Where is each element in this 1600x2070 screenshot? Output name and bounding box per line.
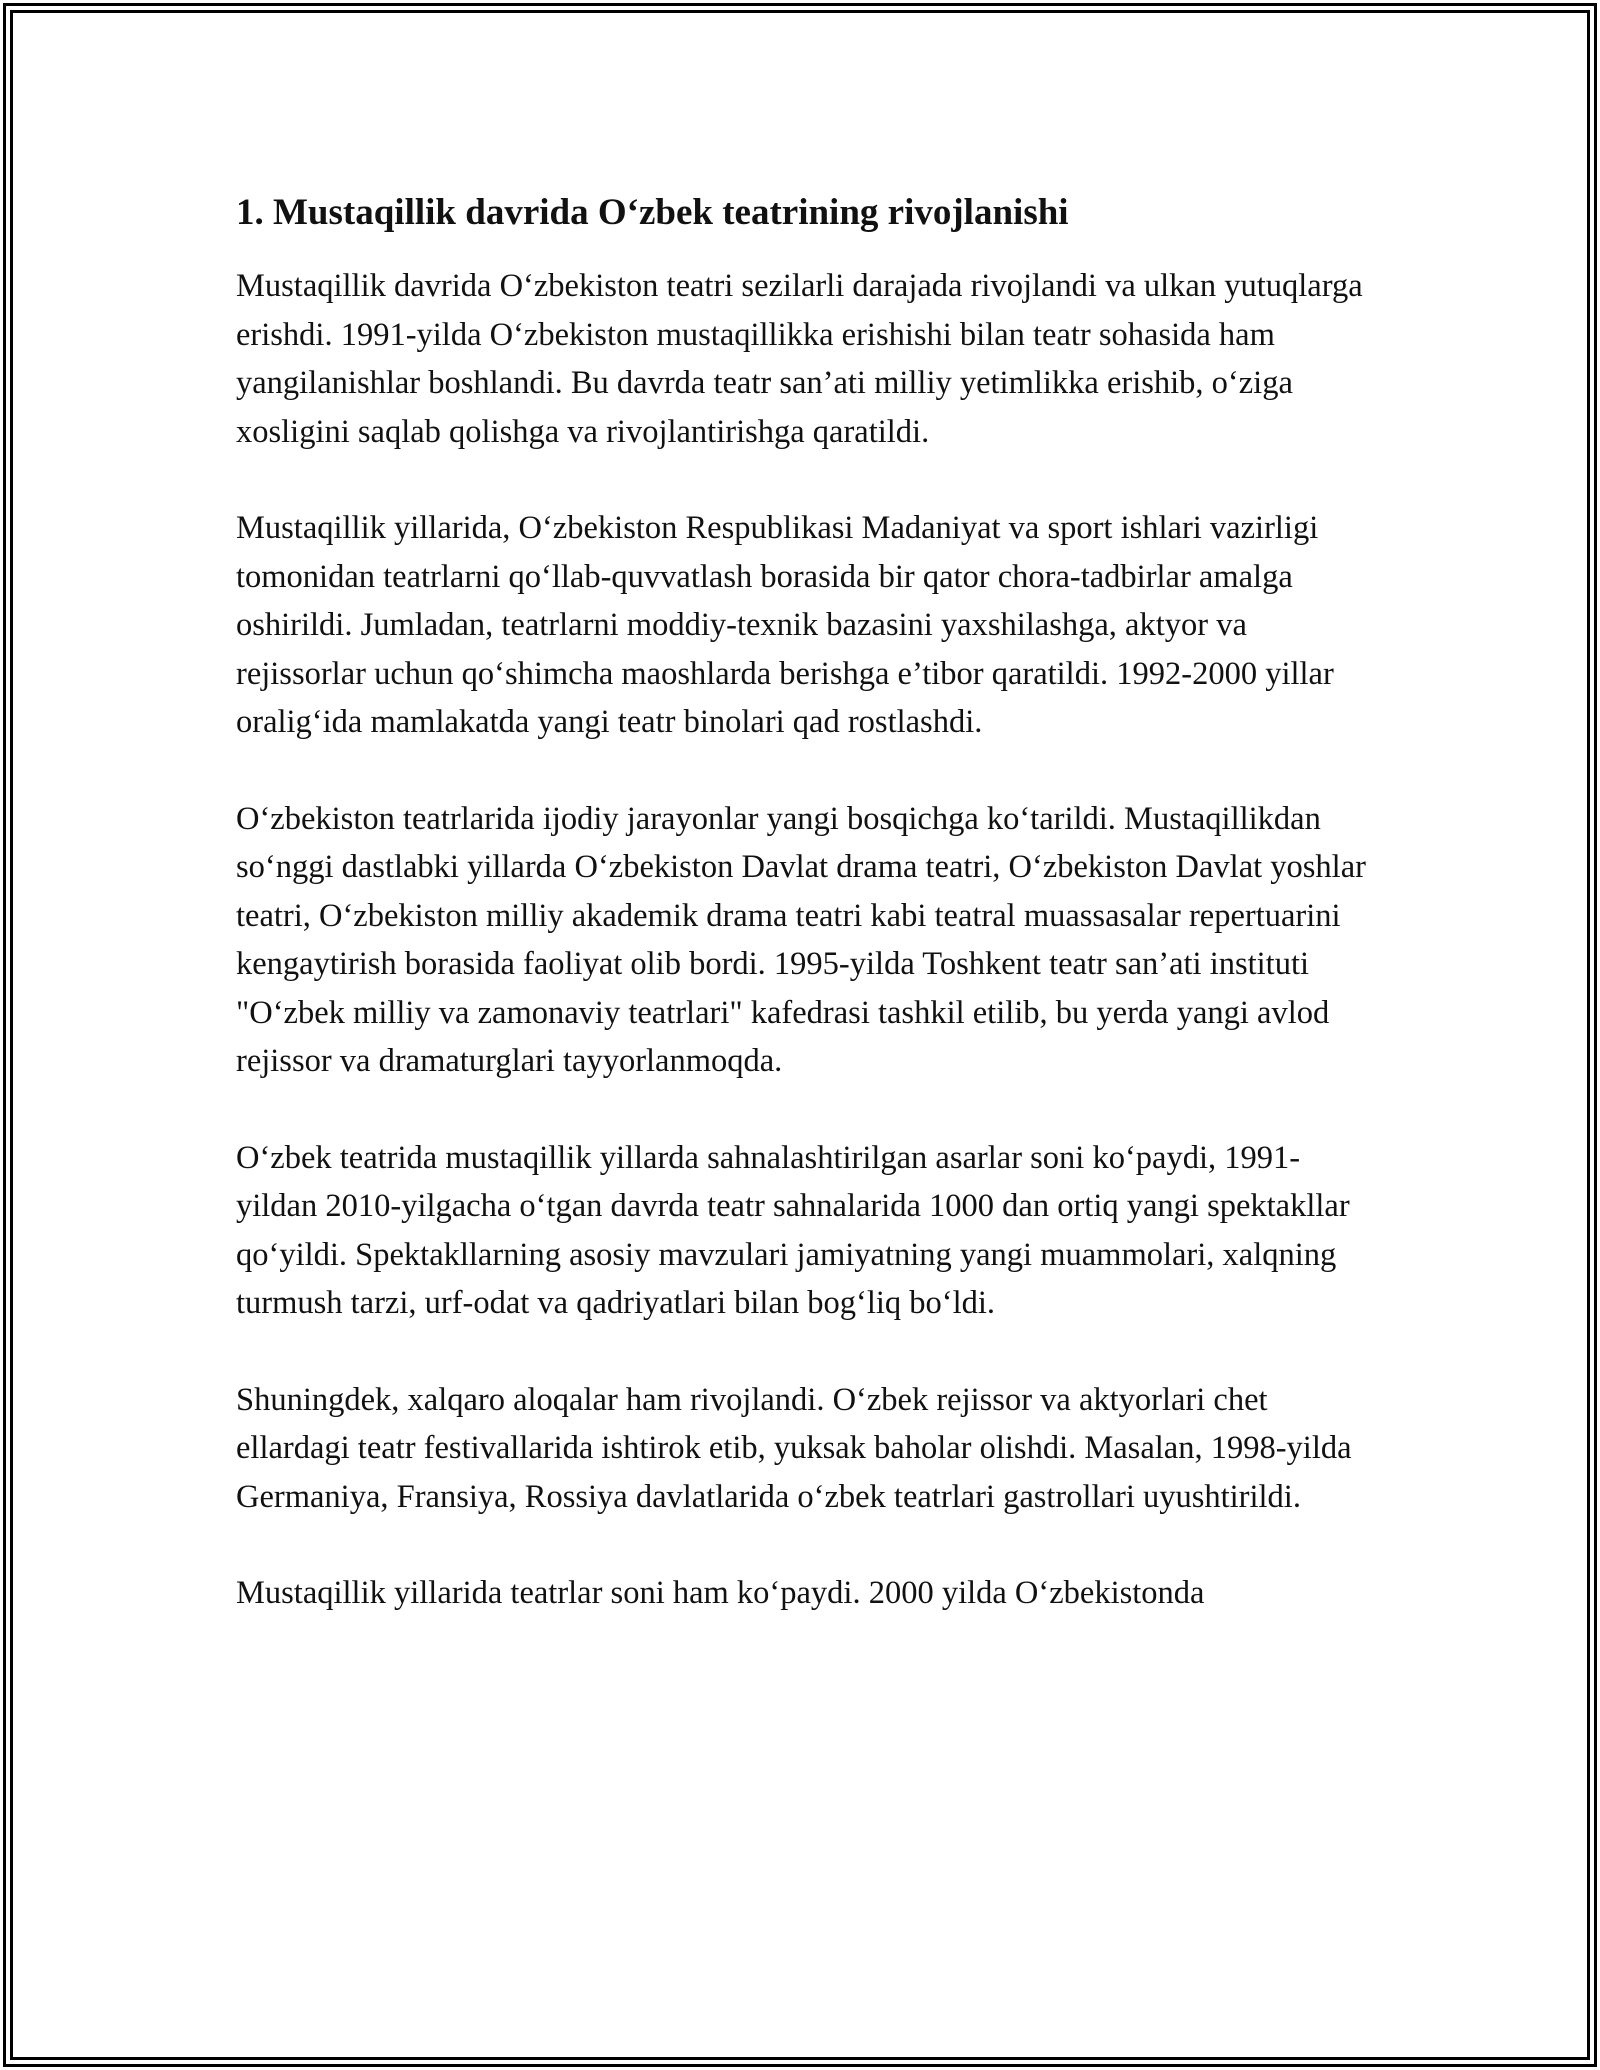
paragraph-6: Mustaqillik yillarida teatrlar soni ham ko‘paydi. 2000 yilda O‘zbekistonda <box>236 1575 1205 1611</box>
paragraph-3: O‘zbekiston teatrlarida ijodiy jarayonlar yangi bosqichga ko‘tarildi. Mustaqillikdan so‘nggi dastlabki yillarda O‘zbekiston Davlat drama teatri, O‘zbekiston Davlat yoshlar teatri, O‘zbekiston milliy akademik drama teatri kabi teatral muassasalar repertuarini kengaytirish borasida faoliyat olib bordi. 1995-yilda Toshkent teatr san’ati instituti "O‘zbek milliy va zamonaviy teatrlari" kafedrasi tashkil etilib, bu yerda yangi avlod rejissor va dramaturglari tayyorlanmoqda. <box>236 800 1366 1079</box>
paragraph-5: Shuningdek, xalqaro aloqalar ham rivojlandi. O‘zbek rejissor va aktyorlari chet ellardagi teatr festivallarida ishtirok etib, yuksak baholar olishdi. Masalan, 1998-yilda Germaniya, Fransiya, Rossiya davlatlarida o‘zbek teatrlari gastrollari uyushtirildi. <box>236 1381 1352 1515</box>
paragraph-4: O‘zbek teatrida mustaqillik yillarda sahnalashtirilgan asarlar soni ko‘paydi, 1991-yildan 2010-yilgacha o‘tgan davrda teatr sahnalarida 1000 dan ortiq yangi spektakllar qo‘yildi. Spektakllarning asosiy mavzulari jamiyatning yangi muammolari, xalqning turmush tarzi, urf-odat va qadriyatlari bilan bog‘liq bo‘ldi. <box>236 1139 1350 1321</box>
paragraph-2: Mustaqillik yillarida, O‘zbekiston Respublikasi Madaniyat va sport ishlari vazirligi tomonidan teatrlarni qo‘llab-quvvatlash borasida bir qator chora-tadbirlar amalga oshirildi. Jumladan, teatrlarni moddiy-texnik bazasini yaxshilashga, aktyor va rejissorlar uchun qo‘shimcha maoshlarda berishga e’tibor qaratildi. 1992-2000 yillar oralig‘ida mamlakatda yangi teatr binolari qad rostlashdi. <box>236 510 1334 740</box>
document-body <box>236 186 1376 1666</box>
paragraph-1: Mustaqillik davrida O‘zbekiston teatri sezilarli darajada rivojlandi va ulkan yutuqlarga erishdi. 1991-yilda O‘zbekiston mustaqillikka erishishi bilan teatr sohasida ham yangilanishlar boshlandi. Bu davrda teatr san’ati milliy yetimlikka erishib, o‘ziga xosligini saqlab qolishga va rivojlantirishga qaratildi. <box>236 268 1363 450</box>
section-heading: 1. Mustaqillik davrida O‘zbek teatrining rivojlanishi <box>236 192 1069 233</box>
